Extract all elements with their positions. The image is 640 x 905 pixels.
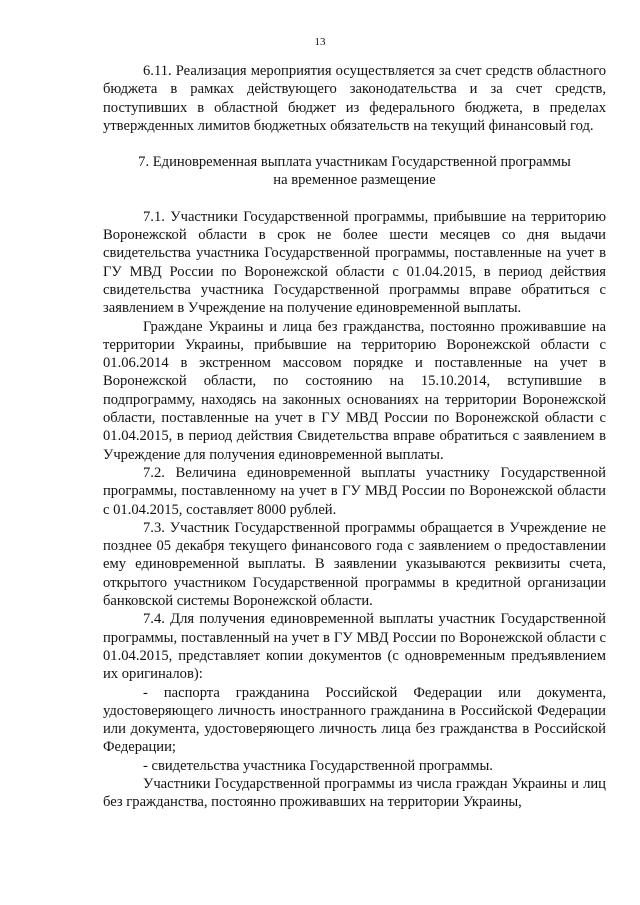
paragraph-6-11: 6.11. Реализация мероприятия осуществляется за счет средств областного бюджета в рамках действующего законодательства и за счет средств, поступивших в областной бюджет из федерального бюджета, в пределах утвержденных лимитов бюджетных обязательств на текущий финансовый год. <box>103 63 606 134</box>
list-item-passport: - паспорта гражданина Российской Федерации или документа, удостоверяющего личность иностранного гражданина в Российской Федерации или документа, удостоверяющего личность лица без гражданства в Российской Федерации; <box>103 684 606 756</box>
list-item-certificate: - свидетельства участника Государственной программы. <box>143 757 493 774</box>
spacer <box>103 190 606 208</box>
paragraph-7-2: 7.2. Величина единовременной выплаты участнику Государственной программы, поставленному на учет в ГУ МВД России по Воронежской области с 01.04.2015, составляет 8000 рублей. <box>103 464 606 518</box>
document-body <box>103 62 606 812</box>
paragraph-7-1: 7.1. Участники Государственной программы, прибывшие на территорию Воронежской области в срок не более шести месяцев со дня выдачи свидетельства участника Государственной программы, поставленные на учет в ГУ МВД России по Воронежской области с 01.04.2015, в период действия свидетельства участника Государственной программы вправе обратиться с заявлением в Учреждение на получение единовременной выплаты. <box>103 208 606 317</box>
paragraph-ukraine-citizens: Граждане Украины и лица без гражданства, постоянно проживавшие на территории Украины, прибывшие на территорию Воронежской области с 01.06.2014 в экстренном массовом порядке и поставленные на учет в Воронежской области, по состоянию на 15.10.2014, вступившие в подпрограмму, находясь на законных основаниях на территории Воронежской области, поставленные на учет в ГУ МВД России по Воронежской области с 01.04.2015, в период действия Свидетельства вправе обратиться с заявлением в Учреждение для получения единовременной выплаты. <box>103 318 606 463</box>
page-number: 13 <box>314 36 326 48</box>
section-heading <box>103 153 606 190</box>
section-heading-line-1: 7. Единовременная выплата участникам Государственной программы <box>138 154 571 171</box>
paragraph-7-4: 7.4. Для получения единовременной выплаты участник Государственной программы, поставленный на учет в ГУ МВД России по Воронежской области с 01.04.2015, представляет копии документов (с одновременным предъявлением их оригиналов): <box>103 611 606 683</box>
section-heading-line-2: на временное размещение <box>273 172 436 189</box>
paragraph-7-3: 7.3. Участник Государственной программы обращается в Учреждение не позднее 05 декабря текущего финансового года с заявлением о предоставлении ему единовременной выплаты. В заявлении указываются реквизиты счета, открытого участником Государственной программы в кредитной организации банковской системы Воронежской области. <box>103 519 606 610</box>
spacer <box>103 135 606 153</box>
paragraph-participants-ukraine: Участники Государственной программы из числа граждан Украины и лиц без гражданства, постоянно проживавших на территории Украины, <box>103 775 606 811</box>
